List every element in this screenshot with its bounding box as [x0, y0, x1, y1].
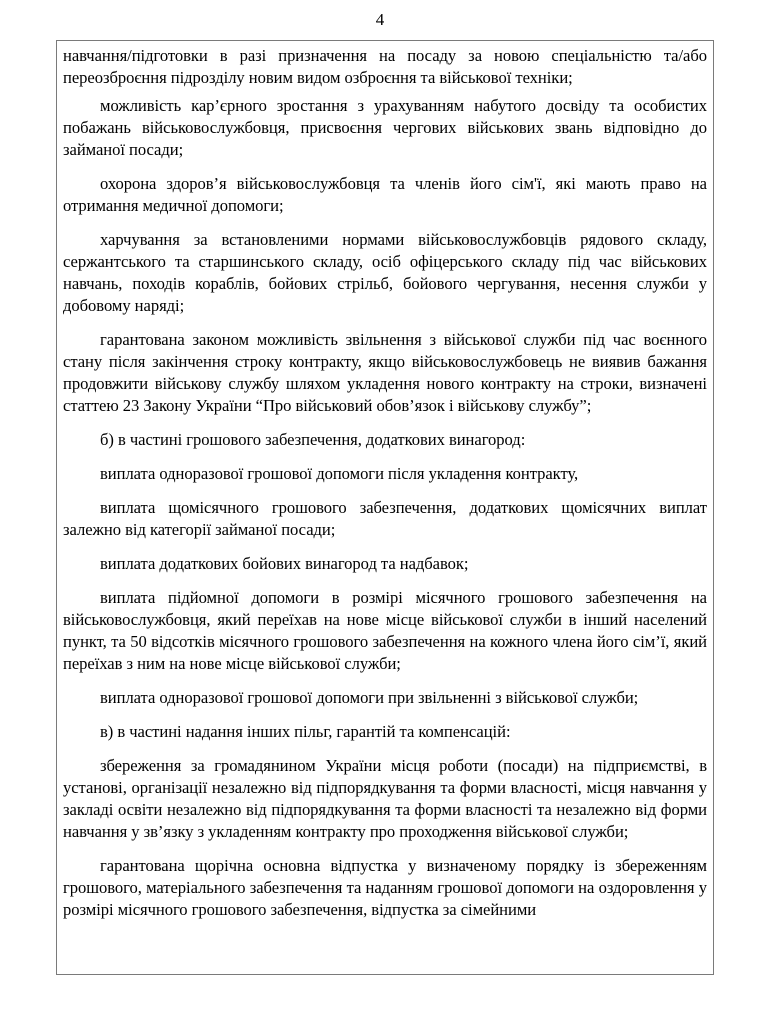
- paragraph-combat-rewards: виплата додаткових бойових винагород та надбавок;: [100, 554, 469, 573]
- paragraph-monthly-allowance: виплата щомісячного грошового забезпечення, додаткових щомісячних виплат залежно від категорії займаної посади;: [63, 498, 707, 539]
- document-body: [57, 41, 713, 921]
- paragraph-section-c-heading: в) в частині надання інших пільг, гарантій та компенсацій:: [100, 722, 511, 741]
- paragraph-health-protection: охорона здоров’я військовослужбовця та членів його сім'ї, які мають право на отримання медичної допомоги;: [63, 174, 707, 215]
- paragraph-job-retention: збереження за громадянином України місця роботи (посади) на підприємстві, в установі, організації незалежно від підпорядкування та форми власності, місця навчання у закладі освіти незалежно від підпорядкування та форми власності та незалежно від форми навчання у зв’язку з укладенням контракту про проходження військової служби;: [63, 756, 707, 841]
- paragraph-relocation-allowance: виплата підйомної допомоги в розмірі місячного грошового забезпечення на військовослужбовця, який переїхав на нове місце військової служби в інший населений пункт, та 50 відсотків місячного грошового забезпечення на кожного члена його сім’ї, який переїхав з ним на нове місце військової служби;: [63, 588, 707, 673]
- paragraph-one-time-payment: виплата одноразової грошової допомоги після укладення контракту,: [100, 464, 579, 483]
- document-frame: [56, 40, 714, 975]
- page-number: 4: [375, 10, 385, 29]
- paragraph-discharge-guarantee: гарантована законом можливість звільнення з військової служби під час воєнного стану після закінчення строку контракту, якщо військовослужбовець не виявив бажання продовжити військову службу шляхом укладення нового контракту на строки, визначені статтею 23 Закону України “Про військовий обов’язок і військову службу”;: [63, 330, 707, 415]
- paragraph-annual-leave: гарантована щорічна основна відпустка у визначеному порядку із збереженням грошового, матеріального забезпечення та наданням грошової допомоги на оздоровлення у розмірі місячного грошового забезпечення, відпустка за сімейними: [63, 856, 707, 919]
- paragraph-training-continuation: навчання/підготовки в разі призначення на посаду за новою спеціальністю та/або переозброєння підрозділу новим видом озброєння та військової техніки;: [63, 46, 707, 87]
- paragraph-food-rations: харчування за встановленими нормами військовослужбовців рядового складу, сержантського та старшинського складу, осіб офіцерського складу під час військових навчань, походів кораблів, бойових стрільб, бойового чергування, несення служби у добовому наряді;: [63, 230, 707, 315]
- paragraph-discharge-payment: виплата одноразової грошової допомоги при звільненні з військової служби;: [100, 688, 639, 707]
- paragraph-career-growth: можливість кар’єрного зростання з урахуванням набутого досвіду та особистих побажань військовослужбовця, присвоєння чергових військових звань відповідно до займаної посади;: [63, 96, 707, 159]
- paragraph-section-b-heading: б) в частині грошового забезпечення, додаткових винагород:: [100, 430, 526, 449]
